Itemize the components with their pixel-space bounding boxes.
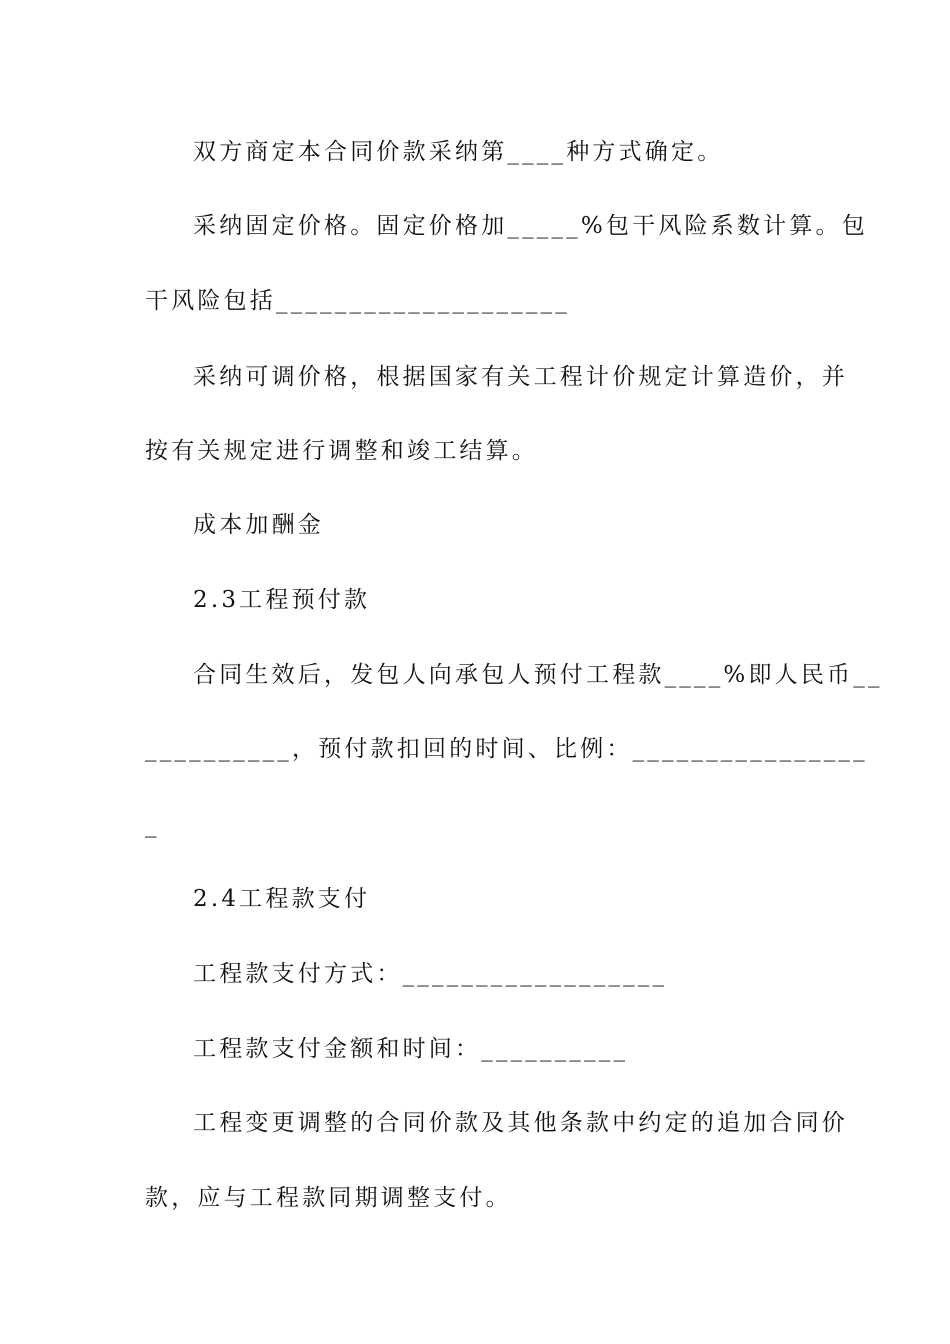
paragraph-payment-amount-time: 工程款支付金额和时间：__________ xyxy=(193,1036,629,1062)
paragraph-pricing-method: 双方商定本合同价款采纳第____种方式确定。 xyxy=(193,139,724,165)
paragraph-adjustable-price-cont: 按有关规定进行调整和竣工结算。 xyxy=(145,438,538,464)
paragraph-fixed-price: 采纳固定价格。固定价格加_____%包干风险系数计算。包 xyxy=(193,213,868,239)
section-heading-2-4: 2.4工程款支付 xyxy=(193,886,371,912)
paragraph-fixed-price-cont: 干风险包括____________________ xyxy=(145,288,570,314)
paragraph-advance-payment-cont: __________，预付款扣回的时间、比例：________________ xyxy=(145,736,868,762)
paragraph-change-adjustment-cont: 款，应与工程款同期调整支付。 xyxy=(145,1185,512,1211)
paragraph-cost-plus: 成本加酬金 xyxy=(193,512,324,538)
paragraph-adjustable-price: 采纳可调价格，根据国家有关工程计价规定计算造价，并 xyxy=(193,364,848,390)
section-heading-2-3: 2.3工程预付款 xyxy=(193,587,371,613)
paragraph-advance-payment-tail: _ xyxy=(145,812,160,838)
paragraph-change-adjustment: 工程变更调整的合同价款及其他条款中约定的追加合同价 xyxy=(193,1110,848,1136)
paragraph-payment-method: 工程款支付方式：__________________ xyxy=(193,961,668,987)
paragraph-advance-payment: 合同生效后，发包人向承包人预付工程款____%即人民币__ xyxy=(193,662,883,688)
